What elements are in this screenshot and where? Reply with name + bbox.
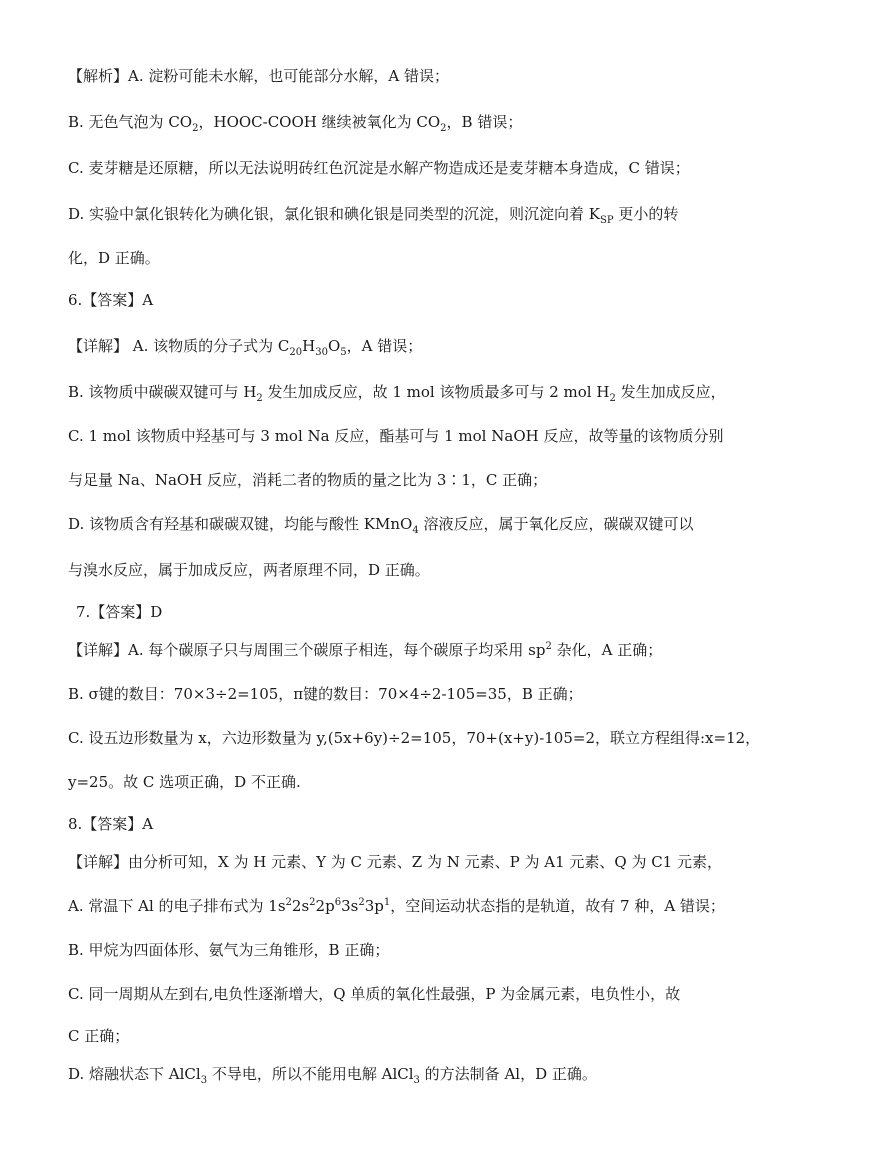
- explanation-line: 【详解】由分析可知，X 为 H 元素、Y 为 C 元素、Z 为 N 元素、P 为 A1 元素、Q 为 C1 元素，: [68, 853, 722, 871]
- explanation-line: 与溴水反应，属于加成反应，两者原理不同，D 正确。: [68, 561, 430, 579]
- explanation-line: C. 麦芽糖是还原糖，所以无法说明砖红色沉淀是水解产物造成还是麦芽糖本身造成，C 错误；: [68, 159, 690, 177]
- explanation-line: 【详解】 A. 该物质的分子式为 $C_{20}H_{30}O_5$，A 错误；: [68, 337, 423, 358]
- explanation-line: D. 实验中氯化银转化为碘化银，氯化银和碘化银是同类型的沉淀，则沉淀向着 $K_{SP}$ 更小的转: [68, 205, 679, 226]
- explanation-line: 与足量 Na、NaOH 反应，消耗二者的物质的量之比为 3∶1，C 正确；: [68, 471, 548, 489]
- explanation-line: 【解析】A. 淀粉可能未水解，也可能部分水解，A 错误；: [68, 67, 449, 85]
- explanation-line: 化，D 正确。: [68, 249, 160, 267]
- explanation-line: A. 常温下 Al 的电子排布式为 $1s^22s^22p^63s^23p^1$，空间运动状态指的是轨道，故有 7 种，A 错误；: [68, 897, 725, 915]
- answer-heading: 8.【答案】A: [68, 815, 154, 833]
- explanation-line: B. 无色气泡为 $CO_2$，HOOC-COOH 继续被氧化为 $CO_2$，B 错误；: [68, 113, 523, 134]
- answer-heading: 6.【答案】A: [68, 291, 154, 309]
- answer-heading: 7.【答案】D: [76, 603, 163, 621]
- explanation-line: y=25。故 C 选项正确，D 不正确.: [68, 773, 301, 791]
- explanation-line: C. 1 mol 该物质中羟基可与 3 mol Na 反应，酯基可与 1 mol NaOH 反应，故等量的该物质分别: [68, 427, 724, 445]
- explanation-line: C 正确；: [68, 1027, 130, 1045]
- explanation-line: C. 设五边形数量为 x，六边形数量为 y,(5x+6y)÷2=105，70+(x+y)-105=2，联立方程组得:x=12，: [68, 729, 761, 747]
- explanation-line: B. σ键的数目：70×3÷2=105，π键的数目：70×4÷2-105=35，B 正确；: [68, 685, 583, 703]
- explanation-line: D. 该物质含有羟基和碳碳双键，均能与酸性 KMnO$_4$ 溶液反应，属于氧化反应，碳碳双键可以: [68, 515, 694, 536]
- explanation-line: D. 熔融状态下 AlCl$_3$ 不导电，所以不能用电解 AlCl$_3$ 的方法制备 Al，D 正确。: [68, 1065, 597, 1086]
- explanation-line: C. 同一周期从左到右,电负性逐渐增大，Q 单质的氧化性最强，P 为金属元素，电负性小，故: [68, 985, 681, 1003]
- explanation-line: B. 甲烷为四面体形、氨气为三角锥形，B 正确；: [68, 941, 390, 959]
- explanation-line: 【详解】A. 每个碳原子只与周围三个碳原子相连，每个碳原子均采用 $sp^2$ 杂化，A 正确；: [68, 641, 663, 659]
- explanation-line: B. 该物质中碳碳双键可与 $H_2$ 发生加成反应，故 1 mol 该物质最多可与 2 mol $H_2$ 发生加成反应，: [68, 383, 726, 404]
